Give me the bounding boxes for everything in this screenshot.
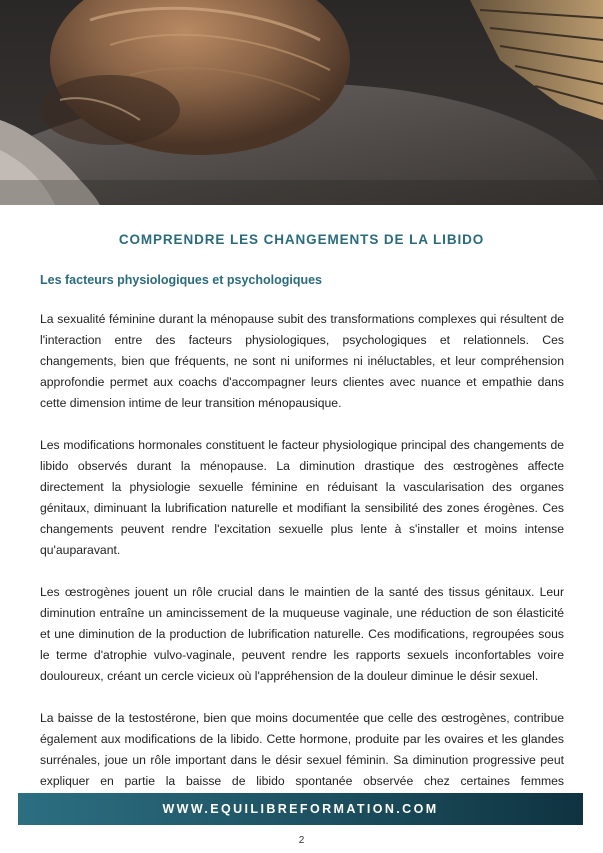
footer-band (18, 793, 583, 825)
paragraph-3: Les œstrogènes jouent un rôle crucial dans le maintien de la santé des tissus génitaux. Leur diminution entraîne un amincissement de la muqueuse vaginale, une réduction de son élasticité et une diminution de la production de lubrification naturelle. Ces modifications, regroupées sous le terme d'atrophie vulvo-vaginale, peuvent rendre les rapports sexuels inconfortables voire douloureux, créant un cercle vicieux où l'appréhension de la douleur diminue le désir sexuel. (40, 585, 564, 683)
paragraph-4: La baisse de la testostérone, bien que moins documentée que celle des œstrogènes, contribue également aux modifications de la libido. Cette hormone, produite par les ovaires et les glandes surrénales, joue un rôle important dans le désir sexuel féminin. Sa diminution progressive peut expliquer en partie la baisse de libido spontanée observée chez certaines femmes (40, 711, 564, 788)
body-text (40, 309, 564, 834)
paragraph-2: Les modifications hormonales constituent le facteur physiologique principal des changements de libido observés durant la ménopause. La diminution drastique des œstrogènes affecte directement la physiologie sexuelle féminine en réduisant la vascularisation des organes génitaux, diminuant la lubrification naturelle et modifiant la sensibilité des zones érogènes. Ces changements peuvent rendre l'excitation sexuelle plus lente à s'installer et moins intense qu'auparavant. (40, 438, 564, 557)
section-subtitle: Les facteurs physiologiques et psychologiques (40, 273, 323, 287)
page-title: COMPRENDRE LES CHANGEMENTS DE LA LIBIDO (118, 232, 485, 247)
page-number: 2 (298, 835, 305, 846)
footer-website-link[interactable]: WWW.EQUILIBREFORMATION.COM (162, 802, 439, 816)
hero-photo-woman-sleeping (0, 0, 603, 205)
paragraph-1: La sexualité féminine durant la ménopause subit des transformations complexes qui résultent de l'interaction entre des facteurs physiologiques, psychologiques et relationnels. Ces changements, bien que fréquents, ne sont ni uniformes ni inéluctables, et leur compréhension approfondie permet aux coachs d'accompagner leurs clientes avec nuance et empathie dans cette dimension intime de leur transition ménopausique. (40, 312, 564, 410)
